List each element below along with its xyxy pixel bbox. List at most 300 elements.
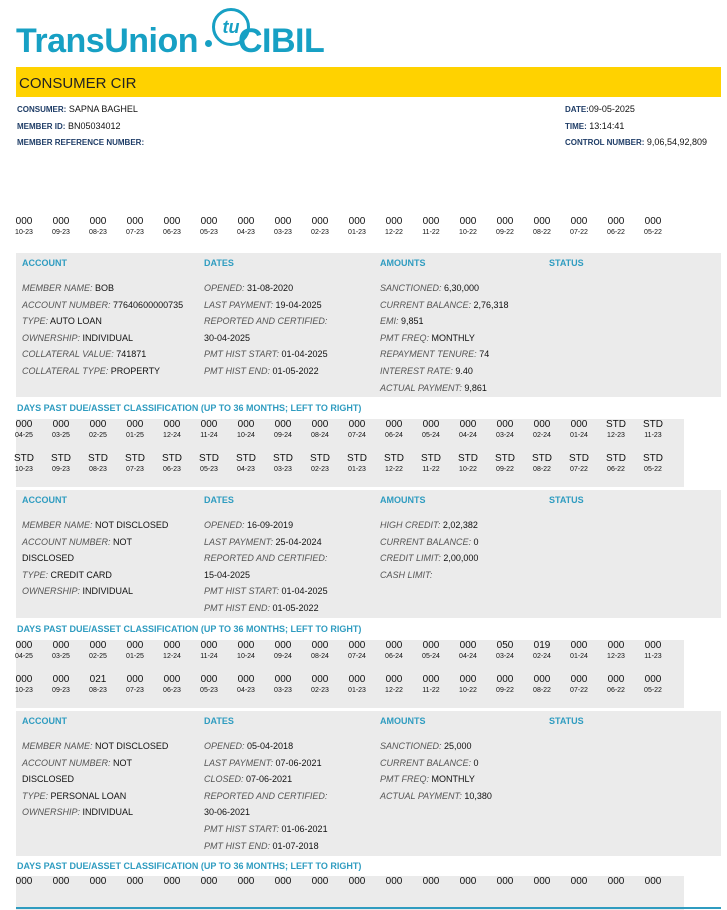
dpd-month: 05-23 [200,687,218,694]
field-value: 74 [479,349,490,360]
payment-history-cell [302,419,338,441]
tu-logo-icon: tu [212,8,250,46]
field-label: PMT HIST END: [204,603,271,613]
dpd-month: 01-23 [348,229,366,236]
dpd-value: 000 [422,674,440,685]
payment-history-cell [191,674,227,696]
amounts-field [380,536,479,548]
account-field [22,790,126,802]
payment-history-cell [154,876,190,888]
payment-history-cell [302,674,338,696]
payment-history-cell [487,216,523,238]
account-field [22,806,133,818]
dpd-value: 000 [200,419,218,430]
dpd-value: 000 [274,216,292,227]
payment-history-cell [598,876,634,888]
payment-history-cell [598,674,634,696]
field-value: 25,000 [444,741,472,751]
dpd-value: 000 [422,876,440,887]
dpd-month: 10-23 [15,466,33,473]
dpd-month: 01-24 [570,432,588,439]
payment-history-row [16,674,684,708]
dpd-month: 07-22 [570,687,588,694]
dpd-month: 06-22 [607,229,625,236]
dpd-value: 000 [570,216,588,227]
dpd-value: 000 [200,640,218,651]
payment-history-cell [561,419,597,441]
dates-field [204,365,319,377]
dpd-value: 000 [52,876,70,887]
payment-history-cell [450,216,486,238]
dpd-month: 11-24 [200,432,218,439]
dpd-month: 01-25 [126,432,144,439]
dpd-month: 04-24 [459,432,477,439]
field-label: CURRENT BALANCE: [380,757,472,768]
dpd-month: 06-23 [163,466,181,473]
dates-field [204,840,319,852]
dpd-value: 000 [52,216,70,227]
payment-history-cell [228,876,264,888]
payment-history-row [16,876,684,910]
consumer-info: CONSUMER: SAPNA BAGHEL [17,104,138,114]
dpd-value: 000 [15,674,33,685]
brand-suffix: CIBIL [238,22,325,60]
dates-column-title: DATES [204,258,234,268]
field-value: NOT DISCLOSED [95,741,169,751]
payment-history-cell [561,876,597,888]
payment-history-cell [228,453,264,475]
dpd-value: 000 [274,674,292,685]
payment-history-cell [43,419,79,441]
field-value: CREDIT CARD [50,569,112,580]
dpd-month: 02-24 [533,432,551,439]
dpd-value: 000 [459,419,477,430]
account-section [16,253,721,397]
amounts-field [380,740,472,752]
dpd-value: 000 [533,876,551,887]
dpd-value: 000 [607,640,625,651]
payment-history-cell [265,640,301,662]
payment-history-cell [635,216,671,238]
payment-history-cell [635,453,671,475]
payment-history-cell [228,419,264,441]
field-label: REPORTED AND CERTIFIED: [204,790,328,801]
dpd-month: 04-25 [15,432,33,439]
dpd-value: 000 [385,640,403,651]
payment-history-row [16,640,684,674]
dpd-value: 000 [163,216,181,227]
dpd-month: 02-25 [89,653,107,660]
payment-history-cell [80,876,116,888]
payment-history-cell [376,876,412,888]
field-value: 30-04-2025 [204,332,251,343]
payment-history-cell [376,640,412,662]
account-field [22,585,133,597]
account-field [22,552,74,564]
dpd-month: 11-22 [422,229,440,236]
dpd-month: 05-24 [422,432,440,439]
dpd-month: 07-23 [126,229,144,236]
dpd-value: 000 [533,674,551,685]
dpd-month: 11-23 [644,432,662,439]
dpd-value: STD [88,453,108,464]
dpd-value: 000 [237,876,255,887]
dpd-value: STD [458,453,478,464]
field-label: EMI: [380,316,399,327]
field-label: LAST PAYMENT: [204,536,274,547]
field-label: PMT HIST START: [204,586,280,597]
dpd-value: 000 [348,216,366,227]
dpd-value: 000 [126,674,144,685]
dpd-value: STD [606,453,626,464]
amounts-field [380,552,478,564]
dpd-value: 000 [496,216,514,227]
field-label: MEMBER NAME: [22,741,93,751]
dpd-month: 07-22 [570,466,588,473]
report-title: CONSUMER CIR [19,75,137,92]
amounts-field [380,519,478,531]
dpd-month: 08-23 [89,687,107,694]
payment-history-cell [80,216,116,238]
field-label: ACCOUNT NUMBER: [22,757,111,768]
dpd-month: 05-22 [644,687,662,694]
field-label: INTEREST RATE: [380,366,453,376]
dpd-value: 000 [644,876,662,887]
status-column-title: STATUS [549,716,584,726]
date-info: DATE:09-05-2025 [565,104,635,114]
dpd-value: 000 [385,876,403,887]
payment-history-cell [635,640,671,662]
dpd-month: 07-23 [126,466,144,473]
account-field [22,740,168,752]
field-value: 9.40 [455,366,473,376]
field-label: PMT HIST END: [204,840,271,851]
dpd-month: 04-23 [237,229,255,236]
dpd-value: 000 [459,640,477,651]
field-value: 07-06-2021 [246,774,293,785]
account-section [16,490,721,618]
field-label: TYPE: [22,316,49,327]
dpd-value: 000 [422,640,440,651]
payment-history-cell [635,419,671,441]
dpd-month: 08-22 [533,466,551,473]
field-value: 2,76,318 [473,299,509,310]
field-label: COLLATERAL VALUE: [22,349,114,360]
field-label: CASH LIMIT: [380,569,433,580]
dpd-value: 000 [496,419,514,430]
dpd-value: 000 [274,419,292,430]
dates-column-title: DATES [204,716,234,726]
dpd-value: 000 [496,876,514,887]
payment-history-cell [117,876,153,888]
payment-history-cell [228,216,264,238]
payment-history-cell [524,640,560,662]
field-value: 01-05-2022 [272,366,319,376]
payment-history-cell [117,419,153,441]
dpd-value: 000 [459,876,477,887]
dpd-value: 000 [126,876,144,887]
payment-history-cell [376,216,412,238]
dpd-month: 06-24 [385,653,403,660]
dpd-value: STD [606,419,626,430]
field-value: 31-08-2020 [247,283,294,293]
field-value: PERSONAL LOAN [50,790,127,801]
payment-history-cell [154,640,190,662]
dpd-value: 000 [607,674,625,685]
payment-history-cell [450,876,486,888]
payment-history-row [16,453,684,487]
dpd-value: STD [421,453,441,464]
field-value: PROPERTY [110,366,161,376]
dpd-value: 000 [533,419,551,430]
payment-history-cell [598,453,634,475]
payment-history-cell [376,419,412,441]
field-label: TYPE: [22,569,49,580]
field-value: 741871 [116,349,147,360]
field-label: HIGH CREDIT: [380,520,441,530]
amounts-field [380,773,475,785]
field-label: ACTUAL PAYMENT: [380,790,462,801]
dpd-value: STD [14,453,34,464]
dpd-month: 06-23 [163,229,181,236]
field-label: ACCOUNT NUMBER: [22,536,111,547]
dpd-month: 06-23 [163,687,181,694]
payment-history-cell [339,453,375,475]
payment-history-cell [413,876,449,888]
amounts-field [380,315,424,327]
field-label: OPENED: [204,520,245,530]
dates-field [204,299,322,311]
payment-history-cell [376,674,412,696]
account-field [22,569,112,581]
field-label: PMT HIST END: [204,366,271,376]
field-value: AUTO LOAN [50,316,102,327]
dpd-value: 000 [200,216,218,227]
dpd-month: 05-22 [644,466,662,473]
payment-history-cell [413,674,449,696]
payment-history-cell [265,453,301,475]
dpd-month: 10-24 [237,432,255,439]
payment-history-cell [154,419,190,441]
dpd-month: 07-24 [348,432,366,439]
dpd-month: 03-23 [274,229,292,236]
dpd-value: 000 [348,640,366,651]
dpd-month: 01-23 [348,687,366,694]
field-value: 01-04-2025 [281,349,328,360]
dpd-value: 050 [496,640,514,651]
dpd-month: 11-24 [200,653,218,660]
field-label: CREDIT LIMIT: [380,553,441,564]
payment-history-cell [561,453,597,475]
field-value: BOB [95,283,115,293]
field-value: 10,380 [464,790,492,801]
payment-history-cell [487,419,523,441]
field-value: DISCLOSED [22,774,75,785]
dpd-value: 000 [274,876,292,887]
payment-history-cell [561,674,597,696]
payment-history-cell [487,876,523,888]
field-value: 0 [473,757,479,768]
account-field [22,282,114,294]
account-field [22,536,132,548]
dpd-month: 10-23 [15,687,33,694]
dpd-value: 000 [52,674,70,685]
dpd-month: 02-23 [311,229,329,236]
amounts-field [380,299,509,311]
payment-history-cell [43,876,79,888]
dpd-value: 000 [163,419,181,430]
dpd-value: 000 [422,419,440,430]
payment-history-cell [6,419,42,441]
member-id-info: MEMBER ID: BN05034012 [17,121,121,131]
dates-field [204,740,293,752]
dpd-month: 05-22 [644,229,662,236]
field-value: 01-07-2018 [272,840,319,851]
amounts-field [380,382,487,394]
dpd-month: 11-22 [422,466,440,473]
dpd-value: STD [273,453,293,464]
dpd-value: 000 [385,419,403,430]
payment-history-cell [487,453,523,475]
payment-history-cell [43,453,79,475]
dpd-section-title: DAYS PAST DUE/ASSET CLASSIFICATION (UP TO 36 MONTHS; LEFT TO RIGHT) [17,403,362,413]
payment-history-cell [339,674,375,696]
dates-field [204,552,327,564]
dpd-value: 000 [200,876,218,887]
dpd-value: STD [310,453,330,464]
dates-field [204,569,250,581]
payment-history-cell [265,216,301,238]
dpd-month: 09-22 [496,466,514,473]
field-value: 9,851 [401,316,424,327]
dpd-value: 000 [348,674,366,685]
account-field [22,365,160,377]
field-label: LAST PAYMENT: [204,757,274,768]
dpd-month: 04-25 [15,653,33,660]
dpd-month: 06-22 [607,466,625,473]
payment-history-cell [228,640,264,662]
field-label: ACTUAL PAYMENT: [380,382,462,393]
payment-history-cell [413,640,449,662]
account-field [22,299,183,311]
payment-history-cell [117,640,153,662]
dpd-value: 000 [15,419,33,430]
payment-history-cell [524,216,560,238]
dpd-value: 000 [459,674,477,685]
payment-history-cell [635,876,671,888]
field-value: 15-04-2025 [204,569,251,580]
dpd-month: 03-23 [274,466,292,473]
dpd-value: 000 [644,640,662,651]
account-column-title: ACCOUNT [22,716,67,726]
field-label: CURRENT BALANCE: [380,299,472,310]
field-value: 05-04-2018 [247,741,294,751]
dpd-month: 08-23 [89,229,107,236]
field-label: OWNERSHIP: [22,586,81,597]
dpd-value: 000 [422,216,440,227]
dpd-month: 09-22 [496,687,514,694]
dates-field [204,823,328,835]
account-column-title: ACCOUNT [22,495,67,505]
payment-history-cell [43,640,79,662]
dpd-value: 000 [89,216,107,227]
field-value: 16-09-2019 [247,520,294,530]
dpd-value: STD [162,453,182,464]
dpd-value: STD [569,453,589,464]
dpd-value: 000 [126,216,144,227]
dpd-value: 000 [348,419,366,430]
amounts-column-title: AMOUNTS [380,716,426,726]
status-column-title: STATUS [549,258,584,268]
field-value: MONTHLY [431,332,475,343]
field-label: SANCTIONED: [380,741,442,751]
dpd-value: 000 [237,216,255,227]
dpd-month: 09-23 [52,466,70,473]
dpd-value: 000 [89,419,107,430]
dates-field [204,332,250,344]
field-label: PMT FREQ: [380,332,429,343]
payment-history-cell [450,453,486,475]
field-label: PMT HIST START: [204,824,280,834]
dpd-month: 10-22 [459,229,477,236]
field-value: 2,00,000 [443,553,479,564]
dpd-value: 019 [533,640,551,651]
payment-history-cell [6,674,42,696]
dates-field [204,773,292,785]
dates-field [204,348,328,360]
dpd-value: STD [347,453,367,464]
amounts-field [380,365,473,377]
payment-history-cell [265,674,301,696]
dpd-month: 08-23 [89,466,107,473]
dpd-value: STD [532,453,552,464]
dpd-value: 000 [385,216,403,227]
payment-history-cell [635,674,671,696]
payment-history-cell [80,674,116,696]
account-field [22,519,168,531]
dpd-section-title: DAYS PAST DUE/ASSET CLASSIFICATION (UP TO 36 MONTHS; LEFT TO RIGHT) [17,861,362,871]
payment-history-cell [561,216,597,238]
field-value: 01-04-2025 [281,586,328,597]
field-value: 01-06-2021 [281,824,328,834]
payment-history-cell [6,216,42,238]
amounts-field [380,569,432,581]
payment-history-cell [413,216,449,238]
dpd-value: 000 [89,876,107,887]
dpd-month: 03-23 [274,687,292,694]
payment-history-cell [80,419,116,441]
field-value: 30-06-2021 [204,807,251,818]
dpd-month: 09-23 [52,229,70,236]
dates-field [204,282,293,294]
dpd-month: 12-22 [385,687,403,694]
dpd-value: 000 [311,216,329,227]
account-section [16,711,721,856]
control-number-info: CONTROL NUMBER: 9,06,54,92,809 [565,137,707,147]
payment-history-cell [339,419,375,441]
dpd-month: 02-23 [311,466,329,473]
time-info: TIME: 13:14:41 [565,121,625,131]
amounts-field [380,757,479,769]
dpd-month: 02-23 [311,687,329,694]
dates-field [204,790,327,802]
field-value: 19-04-2025 [275,299,322,310]
payment-history-cell [598,640,634,662]
dpd-month: 12-23 [607,653,625,660]
field-label: REPORTED AND CERTIFIED: [204,553,328,564]
dpd-month: 07-24 [348,653,366,660]
dpd-month: 12-22 [385,466,403,473]
